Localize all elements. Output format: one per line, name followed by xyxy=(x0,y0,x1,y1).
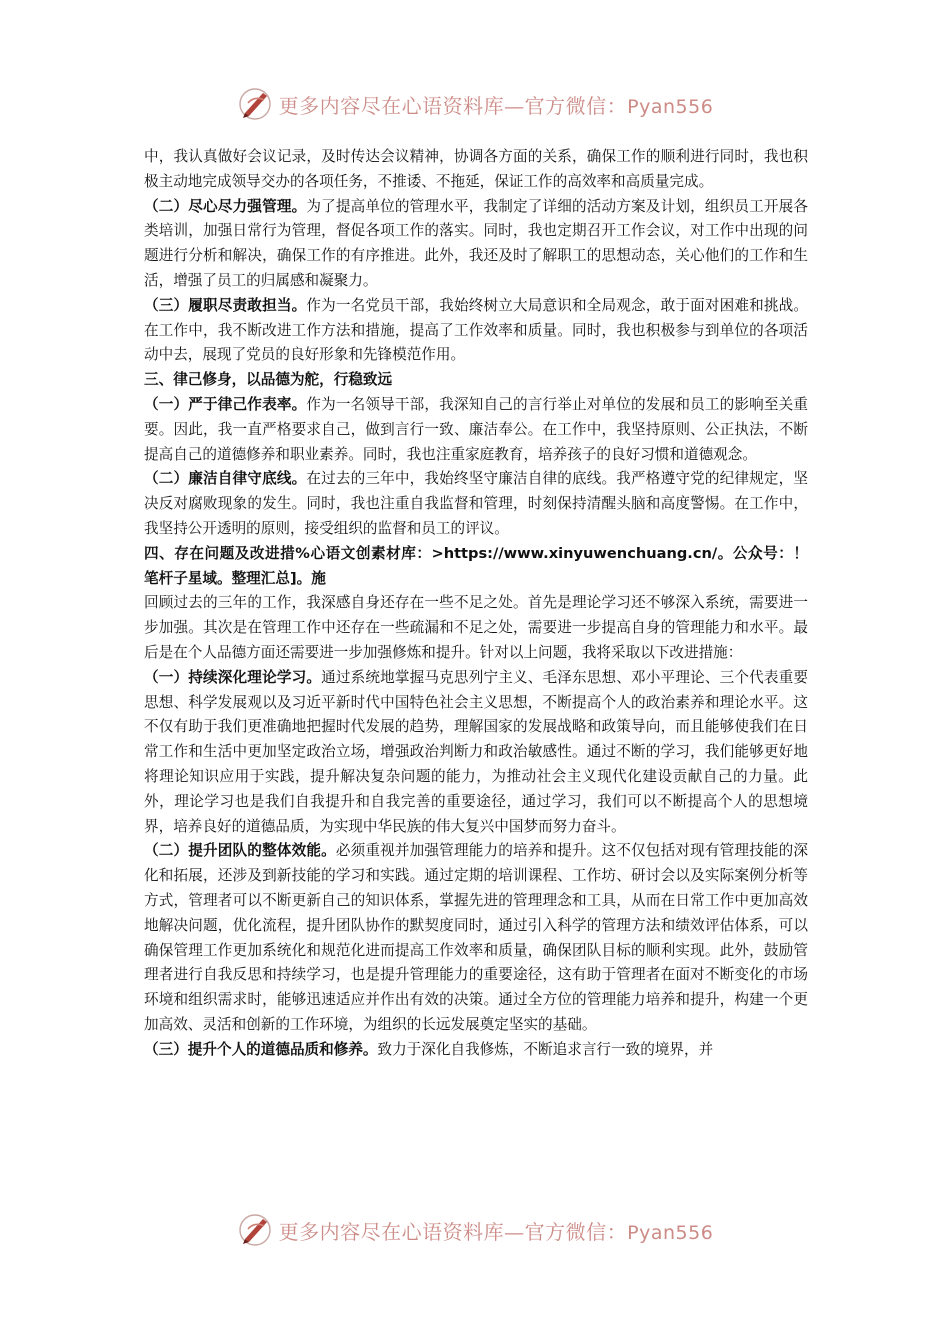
header-banner xyxy=(0,84,950,124)
paragraph-management xyxy=(144,195,808,294)
banner-text xyxy=(279,90,714,119)
paragraph-lead: （三）履职尽责敢担当。 xyxy=(144,296,307,314)
paragraph-review xyxy=(144,591,808,665)
paragraph-lead: （二）提升团队的整体效能。 xyxy=(144,842,336,860)
paragraph-lead: （三）提升个人的道德品质和修养。 xyxy=(144,1040,378,1058)
paragraph-continuation xyxy=(144,145,808,195)
section-heading-4: 四、存在问题及改进措%心语文创素材库：>https://www.xinyuwenchuang.cn/。公众号：！笔杆子星域。整理汇总]。施 xyxy=(144,544,808,587)
paragraph-text: 回顾过去的三年的工作，我深感自身还存在一些不足之处。首先是理论学习还不够深入系统，需要进一步加强。其次是在管理工作中还存在一些疏漏和不足之处，需要进一步提高自身的管理能力和水平。最后是在个人品德方面还需要进一步加强修炼和提升。针对以上问题，我将采取以下改进措施： xyxy=(144,594,808,661)
paragraph-text: 致力于深化自我修炼，不断追求言行一致的境界，并 xyxy=(377,1040,714,1058)
footer-banner xyxy=(0,1210,950,1250)
pen-logo-icon xyxy=(237,86,273,122)
paragraph-self-discipline xyxy=(144,393,808,467)
banner-text-cn: 更多内容尽在心语资料库—官方微信： xyxy=(278,93,628,118)
banner-wechat-id: Pyan556 xyxy=(627,95,714,118)
paragraph-team-efficiency xyxy=(144,839,808,1037)
banner-text xyxy=(279,1216,714,1245)
paragraph-lead: （一）严于律己作表率。 xyxy=(144,395,307,413)
paragraph-lead: （二）尽心尽力强管理。 xyxy=(144,197,307,215)
paragraph-theory-study xyxy=(144,666,808,840)
paragraph-responsibility xyxy=(144,294,808,368)
document-body xyxy=(144,145,808,1062)
paragraph-text: 为了提高单位的管理水平，我制定了详细的活动方案及计划，组织员工开展各类培训，加强日常行为管理，督促各项工作的落实。同时，我也定期召开工作会议，对工作中出现的问题进行分析和解决，确保工作的有序推进。此外，我还及时了解职工的思想动态，关心他们的工作和生活，增强了员工的归属感和凝聚力。 xyxy=(144,197,808,289)
pen-logo-icon xyxy=(237,1212,273,1248)
paragraph-text: 必须重视并加强管理能力的培养和提升。这不仅包括对现有管理技能的深化和拓展，还涉及到新技能的学习和实践。通过定期的培训课程、工作坊、研讨会以及实际案例分析等方式，管理者可以不断更新自己的知识体系，掌握先进的管理理念和工具，从而在日常工作中更加高效地解决问题，优化流程，提升团队协作的默契度同时，通过引入科学的管理方法和绩效评估体系，可以确保管理工作更加系统化和规范化进而提高工作效率和质量，确保团队目标的顺利实现。此外，鼓励管理者进行自我反思和持续学习，也是提升管理能力的重要途径，这有助于管理者在面对不断变化的市场环境和组织需求时，能够迅速适应并作出有效的决策。通过全方位的管理能力培养和提升，构建一个更加高效、灵活和创新的工作环境，为组织的长远发展奠定坚实的基础。 xyxy=(144,842,808,1033)
paragraph-text: 作为一名党员干部，我始终树立大局意识和全局观念，敢于面对困难和挑战。在工作中，我不断改进工作方法和措施，提高了工作效率和质量。同时，我也积极参与到单位的各项活动中去，展现了党员的良好形象和先锋模范作用。 xyxy=(144,296,808,364)
paragraph-text: 在过去的三年中，我始终坚守廉洁自律的底线。我严格遵守党的纪律规定，坚决反对腐败现象的发生。同时，我也注重自我监督和管理，时刻保持清醒头脑和高度警惕。在工作中，我坚持公开透明的原则，接受组织的监督和员工的评议。 xyxy=(144,470,808,537)
paragraph-lead: （二）廉洁自律守底线。 xyxy=(144,470,307,488)
paragraph-lead: （一）持续深化理论学习。 xyxy=(144,668,322,686)
banner-wechat-id: Pyan556 xyxy=(627,1221,714,1244)
paragraph-integrity xyxy=(144,467,808,541)
paragraph-text: 通过系统地掌握马克思列宁主义、毛泽东思想、邓小平理论、三个代表重要思想、科学发展观以及习近平新时代中国特色社会主义思想，不断提高个人的政治素养和理论水平。这不仅有助于我们更准确地把握时代发展的趋势，理解国家的发展战略和政策导向，而且能够使我们在日常工作和生活中更加坚定政治立场，增强政治判断力和政治敏感性。通过不断的学习，我们能够更好地将理论知识应用于实践，提升解决复杂问题的能力，为推动社会主义现代化建设贡献自己的力量。此外，理论学习也是我们自我提升和自我完善的重要途径，通过学习，我们可以不断提高个人的思想境界，培养良好的道德品质，为实现中华民族的伟大复兴中国梦而努力奋斗。 xyxy=(144,668,808,835)
paragraph-text: 作为一名领导干部，我深知自己的言行举止对单位的发展和员工的影响至关重要。因此，我一直严格要求自己，做到言行一致、廉洁奉公。在工作中，我坚持原则、公正执法，不断提高自己的道德修养和职业素养。同时，我也注重家庭教育，培养孩子的良好习惯和道德观念。 xyxy=(144,395,808,463)
paragraph-text: 中，我认真做好会议记录，及时传达会议精神，协调各方面的关系，确保工作的顺利进行同时，我也积极主动地完成领导交办的各项任务，不推诿、不拖延，保证工作的高效率和高质量完成。 xyxy=(144,148,808,190)
banner-text-cn: 更多内容尽在心语资料库—官方微信： xyxy=(278,1219,628,1244)
paragraph-moral-quality xyxy=(144,1038,808,1063)
section-heading-3: 三、律己修身，以品德为舵，行稳致远 xyxy=(144,371,393,389)
